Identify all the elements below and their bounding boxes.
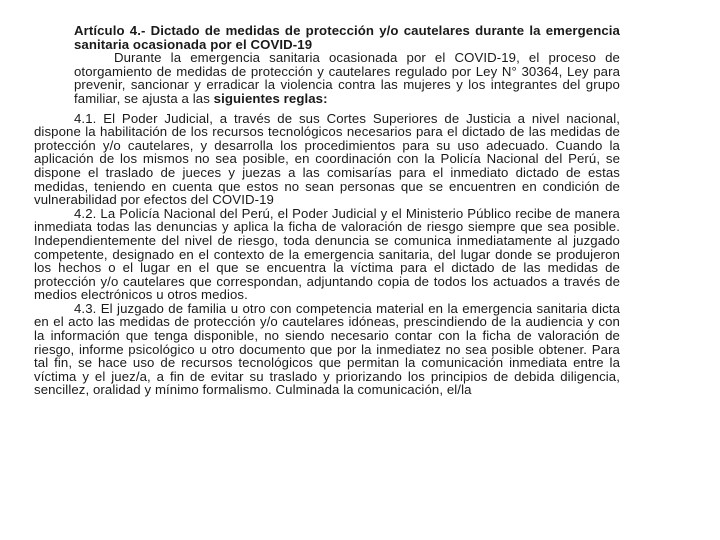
intro-normal: Durante la emergencia sanitaria ocasionada por el COVID-19, el proceso de otorgamiento de medidas de protección y cautelares regulado por Ley N° 30364, Ley para prevenir, sancionar y erradicar la violencia contra las mujeres y los integrantes del grupo familiar, se ajusta a las [74, 50, 620, 106]
document-page [34, 24, 620, 397]
intro-text [74, 51, 620, 105]
article-intro [74, 51, 620, 105]
paragraph-4-2: 4.2. La Policía Nacional del Perú, el Poder Judicial y el Ministerio Público recibe de manera inmediata todas las denuncias y aplica la ficha de valoración de riesgo siempre que sea posible. Independientemente del nivel de riesgo, toda denuncia se comunica inmediatamente al juzgado competente, designado en el contexto de la emergencia sanitaria, del lugar donde se produjeron los hechos o el lugar en el que se encuentra la víctima para el dictado de las medidas de protección y/o cautelares que correspondan, adjuntando copia de todos los actuados a través de medios electrónicos u otros medios. [34, 205, 620, 303]
intro-bold: siguientes reglas: [213, 90, 328, 106]
paragraph-4-3: 4.3. El juzgado de familia u otro con competencia material en la emergencia sanitaria dicta en el acto las medidas de protección y/o cautelares idóneas, prescindiendo de la audiencia y con la información que tenga disponible, no siendo necesario contar con la ficha de valoración de riesgo, informe psicológico u otro documento que por la inmediatez no sea posible obtener. Para tal fin, se hace uso de recursos tecnológicos que permitan la comunicación inmediata entre la víctima y el juez/a, a fin de evitar su traslado y priorizando los principios de debida diligencia, sencillez, oralidad y mínimo formalismo. Culminada la comunicación, el/la [34, 300, 620, 398]
article-title: Artículo 4.- Dictado de medidas de protección y/o cautelares durante la emergencia sanitaria ocasionada por el COVID-19 [74, 23, 620, 52]
paragraph-4-1: 4.1. El Poder Judicial, a través de sus Cortes Superiores de Justicia a nivel nacional, dispone la habilitación de los recursos tecnológicos necesarios para el dictado de las medidas de protección y/o cautelares, y desarrolla los procedimientos para su uso adecuado. Cuando la aplicación de los mismos no sea posible, en coordinación con la Policía Nacional del Perú, se dispone el traslado de jueces y juezas a las comisarías para el inmediato dictado de estas medidas, teniendo en cuenta que estos no sean personas que se encuentren en condición de vulnerabilidad por efectos del COVID-19 [34, 110, 620, 208]
